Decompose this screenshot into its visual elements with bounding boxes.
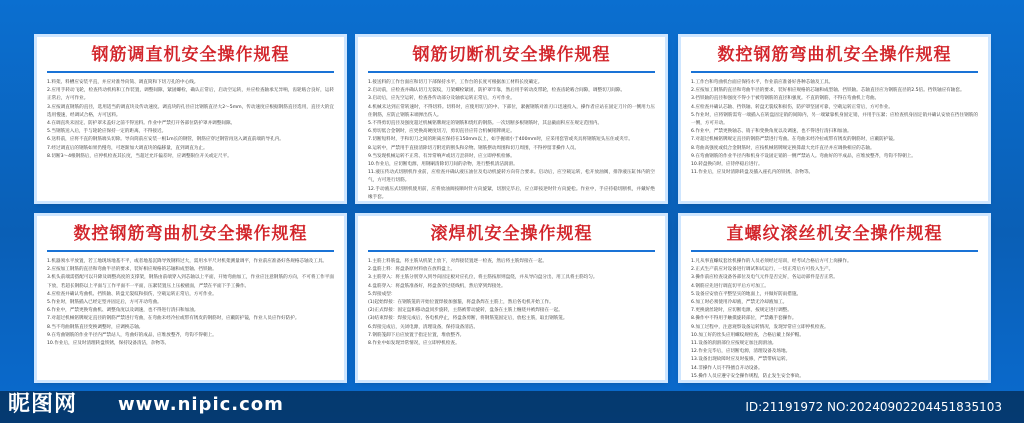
title-divider: [368, 71, 655, 73]
rule-line: 11.作业后，应及时清除转盘及插入座孔内的铁锈、杂物等。: [691, 170, 814, 176]
rule-line: 6.焊接完成后，关闭电源，清理设备，保持设备清洁。: [368, 324, 479, 330]
rule-line: 15.操作人员应遵守安全操作规程，防止发生安全事故。: [691, 373, 804, 379]
rule-line: 4.应检查并确认弯曲机、挡铁轴、转盘无裂纹和损伤，空载运转正常后，方可作业。: [47, 291, 217, 297]
rule-line: 6.作业中，严禁更换弯曲机、调整角度以及调速，也不得进行清扫和加油。: [47, 308, 199, 314]
rule-line: 5.作业时，应将钢筋需弯一端插入在转盘固定销的间隙内，另一端紧靠机身固定销，并用手压紧；应检查机身固定销并确认安放在挡住钢筋的一侧，方可开动。: [691, 112, 978, 127]
board-title: 数控钢筋弯曲机安全操作规程: [73, 224, 308, 244]
safety-board-roll-welder: [358, 216, 665, 380]
rule-line: 7.切断短料时，手和切刀之间的距离应保持在150mm以上，如手握端小于400mm时，应采用套管或夹具将钢筋短头压住或夹牢。: [368, 137, 633, 143]
rule-line: 5.焊接成型：: [368, 291, 396, 297]
board-title: 数控钢筋弯曲机安全操作规程: [717, 45, 952, 65]
rule-line: 2.应按加工钢筋的直径和弯曲半径的要求，装好相应规格的芯轴和成型轴、挡铁轴。芯轴直径应为钢筋直径的2.5倍。挡铁轴应有轴套。: [691, 88, 965, 94]
safety-board-bending-b: [37, 216, 344, 380]
rule-line: 4.机械未达到正常转速时，不得切料。切料时，应使用切刀的中、下部位，紧握钢筋对准刃口迅速投入，操作者应站在固定刀片的一侧用力压住钢筋，应防止钢筋末端弹出伤人。: [368, 104, 655, 118]
safety-board-straightening: [37, 37, 344, 201]
rule-line: 7.更换滚丝轮时，应切断电源，按规定进行调整。: [691, 308, 792, 314]
rule-line: 3.机头前端需搭配可以升降及调整高度的支撑架，钢筋由前端穿入到芯轴以上平面，开始弯曲加工，作业应注意钢筋的方向，不可将工作平面下放，若超长钢筋以上平面与工作平面不一平面，压紧装置压上压板板面，严禁在平面下手工操作。: [47, 275, 334, 289]
rule-line: (1)起始焊接：在钢筋笼的开始位置焊接加强箍，将盘条焊在主筋上，然后各电机开始工作。: [368, 300, 554, 306]
rule-line: 1.工作台和弯曲机台面应保持水平，作业前应准备好各种芯轴及工具。: [691, 80, 834, 85]
rule-line: 9.在弯曲钢筋的作业半径内和机身不设固定销的一侧严禁站人。弯曲好的半成品，应堆放整齐，弯钩不得朝上。: [691, 153, 916, 159]
watermark-site: www.nipic.com: [118, 394, 284, 415]
safety-board-thread-roller: [681, 216, 988, 380]
board-title: 滚焊机安全操作规程: [430, 224, 593, 244]
rule-line: 13.设备出现故障时应及时报修，严禁带病运转。: [691, 357, 791, 363]
rule-line: 11.设备的润滑部位应按规定加注润滑油。: [691, 341, 777, 347]
rule-line: 8.操作中不得用手触摸旋转部位，严禁戴手套操作。: [691, 316, 797, 322]
rule-line: 11.液压传动式切断机作业前，应检查并确认液压油位及电动机旋转方向符合要求。启动后，应空载运转，松开放油阀，排净液压缸体内的空气，方可进行切筋。: [368, 170, 655, 184]
rule-line: 3.挡铁轴的直径和强度不得小于被弯钢筋的直径和强度。不直的钢筋，不得在弯曲机上弯曲。: [691, 96, 880, 102]
watermark-id: ID:21191972 NO:20240902204451835103: [745, 400, 1002, 414]
rule-line: 5.设备应安放在平整坚实的地面上，并做好防雨措施。: [691, 291, 802, 297]
rule-line: (2)正式焊接：固定盘和移动盘同步旋转，主筋被带动旋转，盘条在主筋上缠绕并被焊接在一起。: [368, 308, 563, 314]
board-body: [47, 79, 334, 161]
board-body: [691, 258, 978, 380]
rule-line: 6.送料前，应将不直的钢筋端头切除。导向筒前应安装一根1m长的钢管，钢筋应穿过钢管再送入调直前端的导孔内。: [47, 137, 284, 143]
board-body: [368, 79, 655, 201]
rule-line: 2.应用手转动飞轮，检查传动机构和工作装置，调整间隙，紧固螺栓，确认正常后，启动空运转，并应检查轴承无异响，齿轮啮合良好，运转正常后，方可作业。: [47, 88, 334, 102]
rule-line: 4.在调直块未固定、防护罩未盖好之前不得送料。作业中严禁打开各部位防护罩并调整间隙。: [47, 121, 236, 127]
board-title: 钢筋调直机安全操作规程: [91, 45, 290, 65]
board-body: [691, 79, 978, 177]
rule-line: 10.作业后，应切断电源，用钢刷清除切刀间的杂物，进行整机清洁润滑。: [368, 162, 518, 168]
rule-line: 7.经过调直后的钢筋如果仍慢弯，可逐渐加大调直块的偏移量，直到调直为止。: [47, 145, 208, 151]
rule-line: 1.主筋上料筋盘，将主筋从机架上放下，对焊接装置逐一检查，然后将主筋焊接在一起。: [368, 259, 547, 264]
rule-line: 10.转盘换向时，应待停稳后进行。: [691, 162, 763, 168]
rule-line: 9.在弯曲钢筋的作业半径内严禁站人，弯曲好的成品，应堆放整齐，弯钩不得朝上。: [47, 332, 217, 338]
watermark-bar: [0, 391, 1024, 423]
rule-line: 8.切断3～4根钢筋后，应停机检查其长度，当超过允许偏差时，应调整限位开关或定尺平。: [47, 153, 232, 159]
rule-line: 1.凡从事直螺纹套丝机操作的人员必须经过培训，经考试合格后方可上岗操作。: [691, 259, 852, 264]
title-divider: [691, 71, 978, 73]
safety-board-bending-a: [681, 37, 988, 201]
rule-line: 5.不得剪切直径及强度超过机械铭牌规定的钢筋和烧红的钢筋。一次切断多根钢筋时，其总截面积应在规定范围内。: [368, 121, 603, 127]
rule-line: 8.弯曲高强度或低合金钢筋时，应按机械铭牌规定换算最大允许直径并应调换相应的芯轴。: [691, 145, 875, 151]
watermark-logo: 昵图网: [8, 392, 78, 417]
title-divider: [691, 250, 978, 252]
board-title: 直螺纹滚丝机安全操作规程: [726, 224, 943, 244]
rule-line: 7.钢筋笼卸下后应放置于指定位置，堆放整齐。: [368, 332, 465, 338]
rule-line: 4.应检查并确认芯轴、挡铁轴、转盘无裂纹和损伤，防护罩坚固可靠，空载运转正常后，方可作业。: [691, 104, 893, 110]
board-body: [368, 258, 655, 348]
rule-line: 3.操作前应检查设备各部位及电气元件是否完好，各运动部件是否正常。: [691, 275, 838, 281]
rule-line: 9.加工过程中，注意观察设备运转情况，发现异常应立即停机检查。: [691, 324, 829, 330]
rule-line: 8.作业中如发现异常情况，应立即停机检查。: [368, 341, 460, 347]
title-divider: [47, 71, 334, 73]
rule-line: 7.对超过机械铭牌规定直径的钢筋严禁进行弯曲，在弯曲未经冷拉或带有锈皮的钢筋时，应戴防护镜，作业人员应作好防护。: [47, 316, 300, 322]
title-divider: [47, 250, 334, 252]
rule-line: 2.应按加工钢筋的直径和弯曲半径的要求，装好相应规格的芯轴和成型轴、挡铁轴。: [47, 267, 217, 273]
rule-line: 5.当钢筋送入后，手与轮轮应保持一定的距离，不得接近。: [47, 129, 167, 135]
board-body: [47, 258, 334, 348]
rule-line: 2.盘筋上料：将盘条原材料放在放料盘上。: [368, 267, 456, 273]
rule-line: 7.对超过机械铭牌规定直径的钢筋严禁进行弯曲。在弯曲未经冷拉或带有锈皮的钢筋时，应戴防护镜。: [691, 137, 898, 143]
rule-line: 1.料架、料槽应安装平直，并应对准导向筒、调直筒和下切刀孔的中心线。: [47, 80, 199, 85]
rule-line: 8.当不弯曲钢筋直径变换调整时，应调换芯轴。: [47, 324, 144, 330]
rule-line: 8.运转中，严禁用手直接清除切刀附近的断头和杂物。钢筋摆动周围和切刀周围，不得停留非操作人员。: [368, 145, 580, 151]
rule-line: 10.加工好的丝头应用螺纹规检查，合格后戴上保护帽。: [691, 332, 804, 338]
rule-line: 3.启动后，应先空运转，检查各传动部分及轴承运转正常后，方可作业。: [368, 96, 515, 102]
rule-line: 14.非操作人员不得擅自开动设备。: [691, 365, 763, 371]
rule-line: 5.作业时，钢筋插入已经定型并固定后，方可开动弯曲。: [47, 300, 162, 306]
rule-line: 3.主筋穿入：将主筋分别穿入到导向固定板对应孔位，将主筋按原则盘绕，并从导向盘分出，用工具将主筋均匀。: [368, 275, 598, 281]
rule-line: 10.作业后，应及时清理转盘铁锈，保持设备清洁，杂物等。: [47, 341, 170, 347]
rule-line: 4.钢筋应先进行调直切平后方可加工。: [691, 283, 769, 289]
rule-line: 9.当发现机械运转不正常、有异常响声或切刀歪斜时，应立即停机检修。: [368, 153, 515, 159]
board-title: 钢筋切断机安全操作规程: [412, 45, 611, 65]
safety-board-cutting: [358, 37, 665, 201]
rule-line: 6.作业中，严禁更换轴芯、销子和变换角度以及调速，也不得进行清扫和加油。: [691, 129, 852, 135]
rule-line: 12.作业完毕后，应切断电源，清理设备及场地。: [691, 349, 791, 355]
rule-line: (3)结束焊接：焊接完成后，各电机停止，将盘条剪断，将钢筋笼固定后，放松主筋，取出钢筋笼。: [368, 316, 568, 322]
rule-line: 2.启动前，应检查并确认切刀无裂纹，刀架螺栓紧固，防护罩牢靠，然后用手转动皮带轮，检查齿轮啮合间隙，调整切刀间隙。: [368, 88, 626, 94]
rule-line: 6.剪切低合金钢时，应更换高硬度切刀，剪切直径应符合机械铭牌规定。: [368, 129, 515, 135]
title-divider: [368, 250, 655, 252]
rule-line: 1.接送料的工作台面应和切刀下部保持水平，工作台的长度可根据加工材料长度确定。: [368, 80, 543, 85]
rule-line: 1.机器须水平放置，若工地现场地基不平，或者地基沉降导致钢料过大，需用水平尺对机架测量调平，作业前应准备好各规格芯轴及工具。: [47, 259, 328, 264]
rule-line: 3.应按调直钢筋的直径，选用适当的调直块及传动速度。调直块的孔径应比钢筋直径大2～5mm，传动速度应根据钢筋直径选用，直径大的宜选用慢速，经调试合格，方可送料。: [47, 104, 334, 118]
rule-line: 6.加工时必须使用冷却液，严禁无冷却液加工。: [691, 300, 788, 306]
rule-line: 2.正式生产前应对设备进行调试和试运行，一切正常后方可投入生产。: [691, 267, 834, 273]
rule-line: 4.盘筋穿入：将盘筋准备好，将盘条穿过绕线机，然后穿到焊接处。: [368, 283, 506, 289]
rule-line: 12.手动液压式切断机使用前，应将放油阀按顺时针方向旋紧，切割完毕后，应立即按逆时针方向旋松。作业中，手应持稳切断机，并戴好绝缘手套。: [368, 186, 655, 200]
